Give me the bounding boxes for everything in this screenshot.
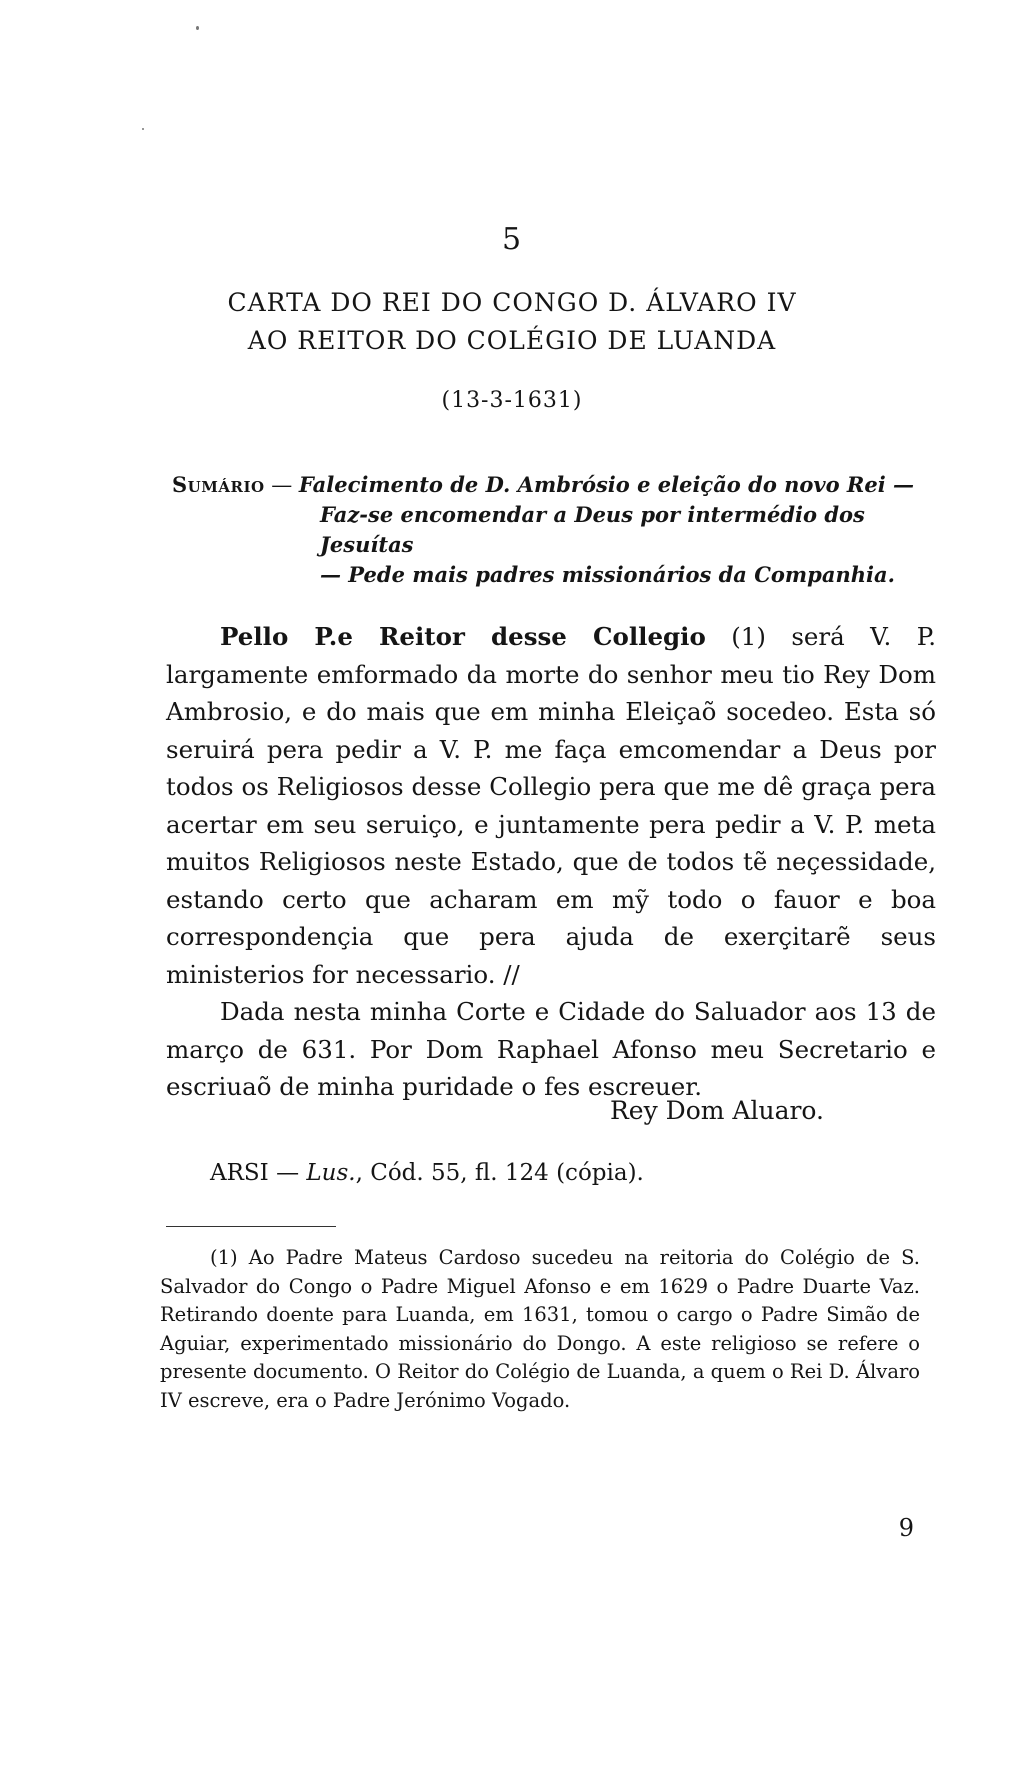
summary-block (172, 470, 942, 590)
letter-paragraph-1-text: será V. P. largamente emformado da morte do senhor meu tio Rey Dom Ambrosio, e do mais que em minha Eleiçaõ socedeo. Esta só seruirá pera pedir a V. P. me faça emcomendar a Deus por todos os Religiosos desse Collegio pera que me dê graça pera acertar em seu seruiço, e juntamente pera pedir a V. P. meta muitos Religiosos neste Estado, que de todos tẽ neçessidade, estando certo que acharam em mỹ todo o fauor e boa correspondençia que pera ajuda de exerçitarẽ seus ministerios for necessario. // (166, 622, 937, 989)
document-number: 5 (501, 222, 523, 257)
title-line-1: CARTA DO REI DO CONGO D. ÁLVARO IV (227, 288, 797, 317)
summary-dash: — (264, 473, 299, 497)
footnote-text-block (160, 1244, 920, 1415)
footnote-divider (166, 1226, 336, 1227)
letter-paragraph-2: Dada nesta minha Corte e Cidade do Saluador aos 13 de março de 631. Por Dom Raphael Afonso meu Secretario e escriuaõ de minha puridade o fes escreuer. (166, 997, 936, 1101)
document-date: (13-3-1631) (441, 388, 583, 413)
signature: Rey Dom Aluaro. (609, 1096, 824, 1125)
source-collection: Lus. (306, 1160, 356, 1186)
footnote (160, 1244, 920, 1415)
document-title (0, 284, 1024, 360)
scan-speck (142, 128, 144, 130)
page-number: 9 (898, 1514, 914, 1542)
archive-source (210, 1160, 644, 1186)
letter-paragraph-1 (166, 618, 936, 993)
letter-body (166, 618, 936, 1106)
summary-label: Sumário (172, 472, 265, 497)
summary-line-1: Falecimento de D. Ambrósio e eleição do novo Rei — (298, 472, 915, 497)
footnote-text: Ao Padre Mateus Cardoso sucedeu na reitoria do Colégio de S. Salvador do Congo o Padre Miguel Afonso e em 1629 o Padre Duarte Vaz. Retirando doente para Luanda, em 1631, tomou o cargo o Padre Simão de Aguiar, experimentado missionário do Dongo. A este religioso se refere o presente documento. O Reitor do Colégio de Luanda, a quem o Rei D. Álvaro IV escreve, era o Padre Jerónimo Vogado. (160, 1246, 920, 1412)
source-archive: ARSI — (210, 1160, 307, 1186)
title-line-2: AO REITOR DO COLÉGIO DE LUANDA (247, 326, 777, 355)
footnote-marker: (1) (210, 1246, 238, 1269)
summary-line-2: Faz-se encomendar a Deus por intermédio dos Jesuítas (320, 502, 865, 557)
scan-speck (196, 26, 199, 30)
summary-line-3: — Pede mais padres missionários da Companhia. (320, 562, 895, 587)
source-reference: , Cód. 55, fl. 124 (cópia). (355, 1160, 644, 1186)
letter-opening: Pello P.e Reitor desse Collegio (220, 622, 706, 651)
footnote-reference: (1) (731, 622, 766, 651)
